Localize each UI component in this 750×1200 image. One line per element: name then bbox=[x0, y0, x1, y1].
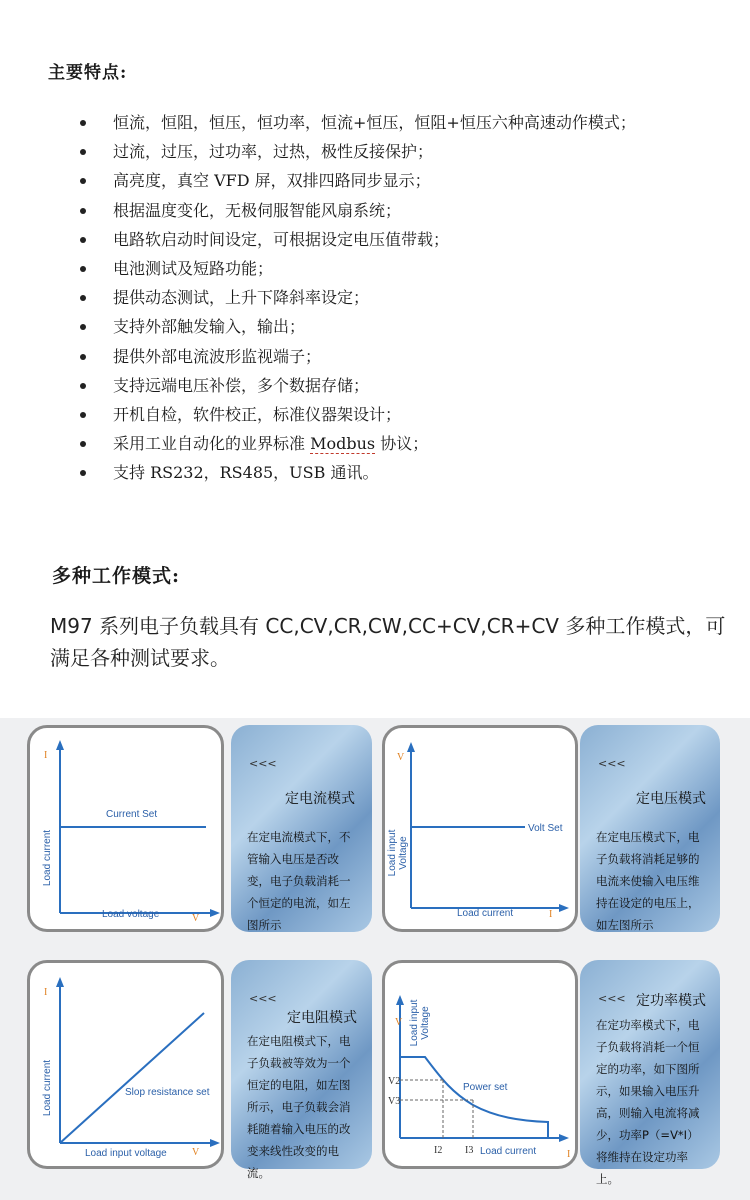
bullet-icon bbox=[80, 266, 86, 272]
chevrons-left-icon: <<< bbox=[249, 757, 277, 770]
chevrons-left-icon: <<< bbox=[598, 757, 626, 770]
arrow-up-icon bbox=[56, 740, 64, 750]
list-item: 提供动态测试，上升下降斜率设定； bbox=[0, 283, 750, 312]
bullet-icon bbox=[80, 354, 86, 360]
cw-description-card bbox=[580, 960, 720, 1186]
cv-description-card bbox=[580, 725, 720, 932]
y-axis-letter: V bbox=[395, 1017, 403, 1028]
mode-title: 定电阻模式 bbox=[287, 1010, 357, 1026]
x-axis-label: Load current bbox=[457, 908, 514, 919]
curve-label: Current Set bbox=[106, 809, 158, 820]
y-axis-label-2: Voltage bbox=[398, 836, 409, 870]
bullet-icon bbox=[80, 324, 86, 330]
modes-heading: 多种工作模式: bbox=[52, 565, 181, 587]
x-axis-label: Load input voltage bbox=[85, 1148, 167, 1159]
cw-graph bbox=[385, 963, 581, 1172]
mode-description: 在定电流模式下，不管输入电压是否改变，电子负载消耗一个恒定的电流，如左图所示 bbox=[247, 830, 351, 932]
features-heading: 主要特点: bbox=[48, 63, 128, 83]
modbus-word: Modbus bbox=[310, 434, 376, 454]
x-axis-label: Load current bbox=[480, 1146, 537, 1157]
y-axis-label: Load input bbox=[387, 829, 398, 877]
y-axis-label: Load input bbox=[409, 999, 420, 1047]
list-item: 过流，过压，过功率，过热，极性反接保护； bbox=[0, 137, 750, 166]
cw-graph-card bbox=[382, 960, 578, 1169]
list-item: 提供外部电流波形监视端子； bbox=[0, 342, 750, 371]
mode-description: 在定电阻模式下，电子负载被等效为一个恒定的电阻，如左图所示，电子负载会消耗随着输入电压的改变来线性改变的电流。 bbox=[247, 1034, 351, 1180]
cr-graph-card bbox=[27, 960, 224, 1169]
arrow-right-icon bbox=[210, 909, 220, 917]
i2-label: I2 bbox=[434, 1145, 443, 1156]
curve-label: Slop resistance set bbox=[125, 1087, 210, 1098]
bullet-icon bbox=[80, 208, 86, 214]
y-axis-label: Load current bbox=[42, 829, 53, 887]
features-list bbox=[0, 108, 750, 487]
curve-label: Volt Set bbox=[528, 823, 563, 834]
mode-title: 定电流模式 bbox=[285, 791, 355, 807]
list-item: 支持外部触发输入，输出； bbox=[0, 312, 750, 341]
list-item: 开机自检，软件校正，标准仪器架设计； bbox=[0, 400, 750, 429]
list-item: 支持 RS232，RS485，USB 通讯。 bbox=[0, 458, 750, 487]
arrow-up-icon bbox=[396, 995, 404, 1005]
list-item: 根据温度变化，无极伺服智能风扇系统； bbox=[0, 196, 750, 225]
cc-graph bbox=[30, 728, 227, 935]
mode-title: 定功率模式 bbox=[636, 993, 706, 1009]
y-axis-letter: I bbox=[44, 750, 48, 761]
x-axis-letter: I bbox=[549, 909, 553, 920]
x-axis-letter: I bbox=[567, 1149, 571, 1160]
v2-label: V2 bbox=[388, 1076, 401, 1087]
list-item: 恒流，恒阻，恒压，恒功率，恒流+恒压，恒阻+恒压六种高速动作模式； bbox=[0, 108, 750, 137]
bullet-icon bbox=[80, 295, 86, 301]
curve-label: Power set bbox=[463, 1082, 508, 1093]
arrow-right-icon bbox=[559, 1134, 569, 1142]
power-curve bbox=[400, 1057, 548, 1138]
list-item: 电路软启动时间设定，可根据设定电压值带载； bbox=[0, 225, 750, 254]
mode-description: 在定功率模式下，电子负载将消耗一个恒定的功率，如下图所示，如果输入电压升高，则输入电流将减少，功率P（=V*I）将维持在设定功率上。 bbox=[596, 1018, 700, 1186]
list-item: 采用工业自动化的业界标准 Modbus 协议； bbox=[0, 429, 750, 458]
mode-title: 定电压模式 bbox=[636, 791, 706, 807]
arrow-right-icon bbox=[559, 904, 569, 912]
y-axis-label-2: Voltage bbox=[420, 1006, 431, 1040]
slope-line bbox=[60, 1013, 204, 1143]
bullet-icon bbox=[80, 441, 86, 447]
cr-description-card bbox=[231, 960, 372, 1180]
cc-graph-card bbox=[27, 725, 224, 932]
bullet-icon bbox=[80, 237, 86, 243]
modes-intro: M97 系列电子负载具有 CC,CV,CR,CW,CC+CV,CR+CV 多种工作模式，可满足各种测试要求。 bbox=[50, 614, 726, 670]
list-item: 高亮度，真空 VFD 屏，双排四路同步显示； bbox=[0, 166, 750, 195]
y-axis-letter: V bbox=[397, 752, 405, 763]
cv-graph-card bbox=[382, 725, 578, 932]
list-item: 电池测试及短路功能； bbox=[0, 254, 750, 283]
x-axis-label: Load voltage bbox=[102, 909, 160, 920]
x-axis-letter: V bbox=[192, 913, 200, 924]
mode-description: 在定电压模式下，电子负载将消耗足够的电流来使输入电压维持在设定的电压上，如左图所示 bbox=[596, 830, 700, 932]
bullet-icon bbox=[80, 120, 86, 126]
modes-panel bbox=[0, 718, 750, 1200]
bullet-icon bbox=[80, 149, 86, 155]
x-axis-letter: V bbox=[192, 1147, 200, 1158]
chevrons-left-icon: <<< bbox=[249, 992, 277, 1005]
y-axis-label: Load current bbox=[42, 1059, 53, 1117]
bullet-icon bbox=[80, 178, 86, 184]
y-axis-letter: I bbox=[44, 987, 48, 998]
bullet-icon bbox=[80, 470, 86, 476]
cc-description-card bbox=[231, 725, 372, 932]
cr-graph bbox=[30, 963, 227, 1172]
bullet-icon bbox=[80, 383, 86, 389]
i3-label: I3 bbox=[465, 1145, 474, 1156]
bullet-icon bbox=[80, 412, 86, 418]
arrow-up-icon bbox=[56, 977, 64, 987]
chevrons-left-icon: <<< bbox=[598, 992, 626, 1005]
arrow-up-icon bbox=[407, 742, 415, 752]
v3-label: V3 bbox=[388, 1096, 401, 1107]
cv-graph bbox=[385, 728, 581, 935]
list-item: 支持远端电压补偿，多个数据存储； bbox=[0, 371, 750, 400]
arrow-right-icon bbox=[210, 1139, 220, 1147]
